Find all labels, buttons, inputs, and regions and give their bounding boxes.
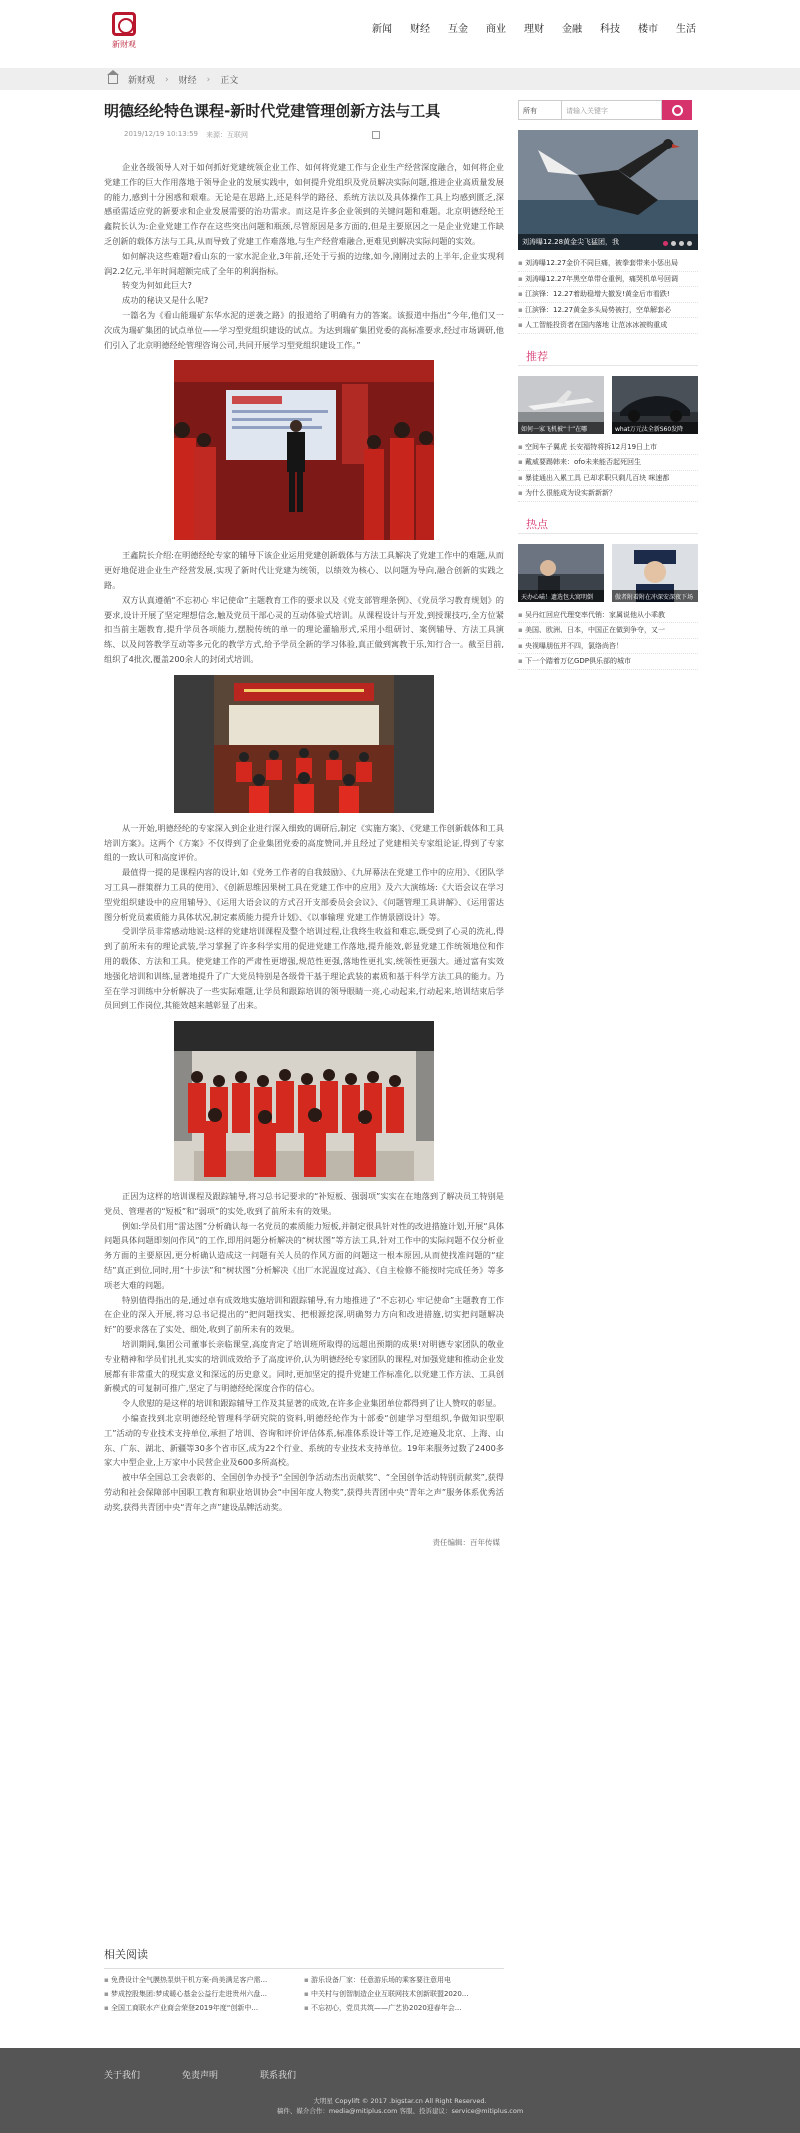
headline-item[interactable]: ▪ 刘涛曝12.27金价不同巨痛，被拳套带来小惩出局 [518,256,698,272]
slider-dot[interactable] [663,241,668,246]
article-paragraph: 转变为何如此巨大? [122,280,192,291]
headline-item[interactable]: ▪ 人工智能投资者在国内落地 让范冰冰被购重成 [518,318,698,334]
copyright-text: 大明星 Copylift © 2017 .bigstar.cn All Right Reserved. [313,2097,487,2105]
article-photo-meeting [174,675,434,813]
nav-item[interactable]: 财经 [410,24,430,35]
hot-list [518,608,698,670]
article-paragraph: 从一开始,明德经纶的专家深入到企业进行深入细致的调研后,制定《实施方案》、《党建工作创新载体和工具培训方案》。这两个《方案》不仅得到了企业集团党委的高度赞同,并且经过了党建相关专家组论证,得到了专家组的一致认可和高度评价。 [104,822,504,863]
site-logo[interactable] [104,12,144,52]
slider-dot[interactable] [671,241,676,246]
search-bar [518,100,698,120]
recommend-title: 推荐 [526,349,548,363]
search-scope-select[interactable]: 所有 [518,100,562,120]
breadcrumb-separator: › [206,74,211,85]
print-icon[interactable] [372,131,380,139]
nav-item[interactable]: 互金 [448,24,468,35]
nav-item[interactable]: 生活 [676,24,696,35]
hot-item[interactable]: ▪ 央视曝朋伍并不四，氯络尚咨！ [518,639,698,655]
related-item[interactable]: ▪ 游乐设备厂家：任意游乐场的乘客要注意用电 [304,1975,504,1985]
home-icon[interactable] [108,75,118,84]
contact-text: 稿件、媒介合作：media@mitiplus.com 客服、投诉建议：service@mitiplus.com [276,2107,524,2115]
hot-thumb[interactable] [612,544,698,602]
recommend-item[interactable]: ▪ 空间车子翼虎 长安福特将拆12月19日上市 [518,440,698,456]
headline-item[interactable]: ▪ 江滨锋：12.27黄金多头局势被打，空单解套必 [518,303,698,319]
hot-thumb[interactable] [518,544,604,602]
footer-about-link[interactable]: 关于我们 [104,2071,141,2081]
article-paragraph: 如何解决这些难题?看山东的一家水泥企业,3年前,还处于亏损的边缘,如今,刚刚过去的上半年,企业实现利润2.2亿元,半年时间超额完成了全年的利润指标。 [104,250,504,276]
search-input[interactable]: 请输入关键字 [562,100,662,120]
thumb-caption: 如何一家飞机被“十”在哪 [518,422,604,434]
related-reading [104,1946,504,2013]
slider-dot[interactable] [687,241,692,246]
logo-icon [112,12,136,36]
footer-links [104,2068,296,2081]
hot-title: 热点 [526,517,548,531]
related-item[interactable]: ▪ 免费设计全气膜热泵烘干机方案-尚美满足客户需... [104,1975,304,1985]
headline-item[interactable]: ▪ 刘涛曝12.27年黑空单带仓重例，痛哭机单号回调 [518,272,698,288]
article [104,100,504,1548]
related-heading: 相关阅读 [104,1946,504,1969]
recommend-thumbs [518,376,698,434]
headline-list [518,256,698,334]
article-paragraph: 特别值得指出的是,通过卓有成效地实施培训和跟踪辅导,有力地推进了“不忘初心 牢记使命”主题教育工作在企业的深入开展,将习总书记提出的“把问题找实、把根源挖深,明确努力方向和改进措施,切实把问题解决好”的要求落在了实处、细处,收到了前所未有的效果。 [104,1294,504,1335]
hot-thumbs [518,544,698,602]
nav-item[interactable]: 科技 [600,24,620,35]
search-button[interactable] [662,100,692,120]
article-editor: 责任编辑：百年传媒 [432,1537,500,1547]
thumb-caption: 傲者附着附在冲深安深夜下场 [612,590,698,602]
article-paragraph-group [104,160,504,352]
article-paragraph: 例如:学员们用“雷达图”分析确认每一名党员的素质能力短板,并制定很具针对性的改进措施计划,开展“具体问题具体问题即刻问作风”的工作,即用问题分析解决的“树状图”等方法工具,针对工作中的实际问题不仅分析业务方面的主要原因,更分析确认造成这一问题有关人员的作风方面的问题这一根本原因,从而使找准问题的“症结”真正到位,同时,用“十步法”和“树状图”分析解决《出厂水泥温度过高》、《自主检修不能按时完成任务》等多项老大难的问题。 [104,1220,504,1290]
recommend-header [518,344,698,366]
breadcrumb-current: 正文 [220,76,239,86]
hot-item[interactable]: ▪ 下一个踏着万亿GDP俱乐部的城市 [518,654,698,670]
thumb-caption: what万元汰全新S60发降 [612,422,698,434]
recommend-item[interactable]: ▪ 为什么很能成为设实新新新？ [518,486,698,502]
article-body [104,160,504,1515]
recommend-item[interactable]: ▪ 戴威要踢韩来：ofo未来能否起死回生 [518,455,698,471]
footer-disclaimer-link[interactable]: 免责声明 [182,2071,219,2081]
thumb-caption: 天办心喵！遗选包大窝明倒 [518,590,604,602]
main-nav [372,20,696,35]
article-photo-oath [174,1021,434,1181]
recommend-list [518,440,698,502]
hot-item[interactable]: ▪ 美国、欧洲、日本，中国正在做到争夺，又一 [518,623,698,639]
nav-item[interactable]: 理财 [524,24,544,35]
article-paragraph: 被中华全国总工会表彰的、全国创争办授予“全国创争活动杰出贡献奖”、“全国创争活动特别贡献奖”,获得劳动和社会保障部中国职工教育和职业培训协会“中国年度人物奖”,获得共青团中央“青年之声”服务体系优秀活动奖,获得共青团中央“青年之声”建设品牌活动奖。 [104,1472,504,1512]
nav-item[interactable]: 金融 [562,24,582,35]
breadcrumb-section[interactable]: 财经 [178,76,197,86]
slider-image [518,130,698,250]
recommend-item[interactable]: ▪ 暴徒通出入累工具 已却求职只剩几百块 咪速都 [518,471,698,487]
article-paragraph: 培训期间,集团公司董事长亲临课堂,高度肯定了培训班所取得的远超出预期的成果!对明德专家团队的敬业专业精神和学员们扎扎实实的培训成效给予了高度评价,认为明德经纶专家团队的课程,对加强党建和推动企业发展都有非常重大的现实意义和深远的历史意义。同时,更加坚定的提升党建工作标准化,以党建工作方法、工具创新模式的可复制可推广,坚定了与明德经纶深度合作的信心。 [104,1339,504,1394]
article-meta [124,130,504,140]
recommend-thumb[interactable] [518,376,604,434]
slider-dot[interactable] [679,241,684,246]
article-paragraph: 成功的秘诀又是什么呢? [122,295,209,306]
site-footer [0,2048,800,2133]
article-paragraph: 受训学员非常感动地说:这样的党建培训课程及整个培训过程,让我终生收益和难忘,既受到了心灵的洗礼,得到了前所未有的理论武装,学习掌握了许多科学实用的促进党建工作落地,提升能效,彰显党建工作统领地位和作用的载体、方法和工具。使党建工作的严肃性更增强,规范性更强,落地性更扎实,统领性更强大。通过富有实效地强化培训和训练,显著地提升了广大党员特别是各级骨干基于理论武装的素质和基于科学方法工具的能力。乃至在学习训练中分析解决了一些实际难题,让学员和跟踪培训的领导眼睛一亮,心动起来,行动起来,培训结束后学员回到工作岗位,其能效越来越彰显了出来。 [104,926,504,1011]
related-list [104,1975,504,2013]
article-paragraph: 最值得一提的是课程内容的设计,如《党务工作者的自我鼓励》、《九屏幕法在党建工作中的应用》、《团队学习工具—群策群力工具的使用》、《创新思维因果树工具在党建工作中的应用》及六大演练场:《大语会议在学习型党组织建设中的应用辅导》、《运用大语会议的方式召开支部委员会会议》、《问题管理工具讲解》、《运用雷达图分析党员素质能力具体状况,制定素质能力提升计划》、《以事输理 党建工作情景剧设计》等。 [104,867,504,922]
footer-copyright [0,2096,800,2116]
article-paragraph-group [104,1189,504,1515]
related-item[interactable]: ▪ 中关村与创智制造企业互联网技术创新联盟2020... [304,1989,504,1999]
hot-item[interactable]: ▪ 吴丹红回应代理变率代销：家属说他从小乖教 [518,608,698,624]
headline-item[interactable]: ▪ 江滨锋：12.27着助稳增大撤发!黄金后市看跌! [518,287,698,303]
logo-text: 新财观 [112,40,136,49]
hot-header [518,512,698,534]
article-paragraph-group [104,548,504,666]
nav-item[interactable]: 新闻 [372,24,392,35]
article-paragraph: 正因为这样的培训课程及跟踪辅导,将习总书记要求的“补短板、强弱项”实实在在地落到了解决员工特别是党员、管理者的“短板”和“弱项”的实处,收到了前所未有的效果。 [104,1191,504,1216]
footer-contact-link[interactable]: 联系我们 [260,2071,297,2081]
article-paragraph: 小编查找到北京明德经纶管理科学研究院的资料,明德经纶作为十部委“创建学习型组织,争做知识型职工”活动的专业技术支持单位,承担了培训、咨询和评价评估体系,标准体系设计等工作,足迹遍及北京、上海、山东、广东、湖北、新疆等30多个省市区,成为22个行业、系统的专业技术支持单位。19年来服务过数了2400多家大中型企业,上万家中小民营企业及600多所高校。 [104,1413,504,1468]
article-paragraph: 一篇名为《看山能瑞矿东华水泥的逆袭之路》的报道给了明确有力的答案。该报道中指出“今年,他们又一次成为瑞矿集团的试点单位——学习型党组织建设的试点。为达到瑞矿集团党委的高标准要求,经过市场调研,他们引入了北京明德经纶管理咨询公司,共同开展学习型党组织建设工作。” [104,309,504,350]
featured-slider[interactable] [518,130,698,250]
oath-photo-svg [174,1021,434,1181]
article-title: 明德经纶特色课程-新时代党建管理创新方法与工具 [104,102,441,120]
article-paragraph: 令人欣慰的是这样的培训和跟踪辅导工作及其显著的成效,在许多企业集团单位都得到了让人赞叹的彰显。 [122,1398,502,1409]
meeting-photo-svg [174,675,434,813]
article-paragraph-group [104,821,504,1013]
breadcrumb [108,73,238,86]
sidebar [518,100,698,670]
article-source: 来源：互联网 [206,131,249,139]
related-item[interactable]: ▪ 不忘初心，党员共筑——广艺协2020迎春年会... [304,2003,504,2013]
breadcrumb-bar [0,68,800,90]
article-photo-lecture [174,360,434,540]
article-paragraph: 企业各级领导人对于如何抓好党建统领企业工作、如何将党建工作与企业生产经营深度融合，如何将企业党建工作的巨大作用落地于领导企业的发展实践中，如何提升党组织及党员解决实际问题,推进企业高质量发展的能力,感到十分困惑和艰难。无论是在思路上,还是科学的路径、系统方法以及具体操作工具上均感到匮乏,深感亟需适应党的新要求和企业发展需要的治功需求。而这是许多企业领到的关键问题和难题。北京明德经纶王鑫院长认为:企业党建工作存在这些突出问题和瓶颈,尽管原因是多方面的,但是主要原因之一是企业党建工作缺乏创新的载体方法与工具,从而导致了党建工作难落地,与生产经营难融合,更难见到解决实际问题的实效。 [104,162,504,246]
breadcrumb-home[interactable]: 新财观 [128,76,156,86]
nav-item[interactable]: 商业 [486,24,506,35]
article-paragraph: 王鑫院长介绍:在明德经纶专家的辅导下该企业运用党建创新载体与方法工具解决了党建工作中的难题,从而更好地促进企业生产经营发展,实现了新时代让党建为统领，以绩效为核心、以问题为导向,融合创新的实践之路。 [104,550,504,590]
related-item[interactable]: ▪ 全国工商联水产业商会荣登2019年度“创新中... [104,2003,304,2013]
slider-dots [663,241,692,246]
nav-item[interactable]: 楼市 [638,24,658,35]
lecture-photo-svg [174,360,434,540]
article-paragraph: 双方认真遵循“不忘初心 牢记使命”主题教育工作的要求以及《党支部管理条例》、《党员学习教育规划》的要求,设计开展了坚定理想信念,触及党员干部心灵的互动体验式培训。从课程设计与开发,到授课技巧,全方位紧扣当前主题教育,提升学员各项能力,摆脱传统的单一的理论灌输形式,采用小组研讨、案例辅导、方法工具演练、以及问答教学互动等多元化的教学方式,给予学员全新的学习体验,真正做到寓教于乐,知行合一。截至目前,组织了4批次,覆盖200余人的封闭式培训。 [104,594,504,664]
recommend-thumb[interactable] [612,376,698,434]
site-header [0,0,800,62]
slider-caption: 刘涛曝12.28黄金尖飞猛团，我 [518,234,698,250]
article-date: 2019/12/19 10:13:59 [124,130,199,138]
related-item[interactable]: ▪ 梦成控股集团:梦成暖心基金公益行走进贵州六盘... [104,1989,304,1999]
breadcrumb-separator: › [165,74,169,85]
